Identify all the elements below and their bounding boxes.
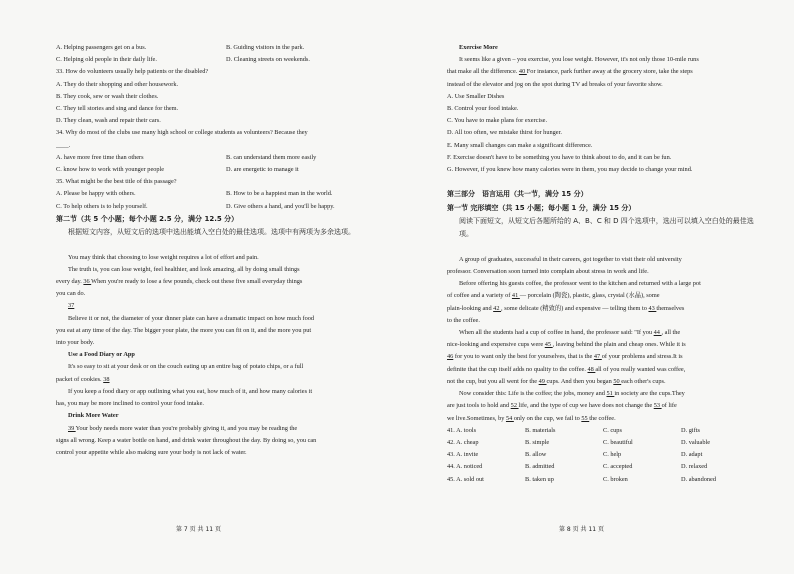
blank-38: 38	[103, 375, 110, 383]
blank-43: 43	[648, 304, 657, 312]
cloze-p3-line4	[447, 364, 759, 376]
cloze-text: are just tools to hold and	[447, 402, 511, 410]
cloze-text: When all the students had a cup of coffee in hand, the professor said: "If you	[459, 329, 654, 337]
cloze-text: , some delicate (精致的) and expensive — telling them to	[501, 304, 649, 312]
q34-stem: 34. Why do most of the clubs use many high school or college students as volunteers? Because they	[56, 129, 308, 137]
passage-p4-line1: It's so easy to sit at your desk or on the couch eating up an entire bag of potato chips, or a full	[68, 363, 304, 371]
page-number-8: 第 8 页 共 11 页	[559, 526, 604, 533]
passage-p7-line2	[447, 66, 759, 78]
cloze-text: Now consider this: Life is the coffee; the jobs, money and	[459, 390, 607, 398]
answer-41-d: D. gifts	[681, 426, 700, 434]
cloze-text: , leaving behind the plain and cheap ones. While it is	[552, 341, 686, 349]
answer-row-44	[447, 461, 759, 473]
answer-42-b: B. simple	[525, 438, 550, 446]
cloze-p3-line1	[447, 327, 759, 339]
passage-p7-line3: instead of the elevator and jog on the spot during TV ad breaks of your favorite show.	[447, 80, 663, 88]
left-column	[56, 42, 366, 459]
cloze-p2-line1: Before offering his guests coffee, the professor went to the kitchen and returned with a large pot	[459, 280, 701, 288]
cloze-p2-line4: to the coffee.	[447, 316, 480, 324]
cloze-instructions: 阅读下面短文，从短文后各题所给的 A、B、C 和 D 四个选项中，选出可以填入空白处的最佳选项。	[459, 217, 754, 239]
passage-p7-line1: It seems like a given – you exercise, you lose weight. However, it's not only those 10-mile runs	[459, 56, 699, 64]
cloze-p3-line2	[447, 339, 759, 351]
q35-options-row-2	[56, 201, 366, 213]
cloze-text: of life	[661, 402, 677, 410]
cloze-section-title: 第一节 完形填空（共 15 小题；每小题 1 分，满分 15 分）	[447, 203, 636, 212]
heading-food-diary: Use a Food Diary or App	[68, 351, 135, 359]
cloze-text: of coffee and a variety of	[447, 292, 512, 300]
answer-row-41	[447, 425, 759, 437]
answer-row-45	[447, 474, 759, 486]
choice-b: B. Control your food intake.	[447, 105, 519, 113]
cloze-text: all of you really wanted was coffee,	[595, 365, 686, 373]
blank-36: 36	[83, 278, 92, 286]
answer-43-a: 43. A. invite	[447, 451, 479, 459]
blank-54: 54	[505, 414, 514, 422]
blank-51: 51	[606, 390, 615, 398]
cloze-text: , all the	[661, 329, 681, 337]
blank-39: 39	[68, 424, 76, 432]
q33-option-c: C. They tell stories and sing and dance for them.	[56, 105, 179, 113]
passage-p6-line3: control your appetite while also making sure your body is not lack of water.	[56, 448, 247, 456]
cloze-p3-line5	[447, 376, 759, 388]
choice-e: E. Many small changes can make a significant difference.	[447, 141, 593, 149]
right-column	[447, 42, 759, 486]
blank-37: 37	[68, 302, 75, 310]
answer-43-b: B. allow	[525, 451, 547, 459]
cloze-text: cups. And then you began	[546, 377, 614, 385]
choice-g: G. However, if you knew how many calories were in them, you may decide to change your mind.	[447, 166, 693, 174]
heading-drink-water: Drink More Water	[68, 412, 119, 420]
right-page	[397, 0, 794, 574]
blank-52: 52	[510, 402, 519, 410]
cloze-p2-line3	[447, 303, 759, 315]
passage-p5-line1: If you keep a food diary or app outlining what you eat, how much of it, and how many calories it	[68, 387, 313, 395]
cloze-text: only on the cup, we fail to	[513, 414, 582, 422]
heading-exercise-more: Exercise More	[459, 44, 498, 51]
blank-55: 55	[581, 414, 590, 422]
cloze-text: in society are the cups.They	[614, 390, 685, 398]
passage-p5-line2: has, you may be more inclined to control your food intake.	[56, 400, 204, 408]
answer-45-a: 45. A. sold out	[447, 475, 484, 483]
cloze-text: the coffee.	[589, 414, 616, 422]
cloze-p1-line1: A group of graduates, successful in their careers, got together to visit their old university	[459, 255, 682, 263]
cloze-text: of your problems and stress.It is	[601, 353, 683, 361]
q35-option-d: D. Give others a hand, and you'll be happy.	[226, 202, 335, 210]
cloze-text: life, and the type of cup we have does not change the	[518, 402, 654, 410]
answer-45-d: D. abandoned	[681, 475, 716, 483]
answer-42-d: D. valuable	[681, 438, 711, 446]
passage-text: that make all the difference.	[447, 68, 518, 76]
q34-options-row-2	[56, 164, 366, 176]
answer-41-c: C. cups	[603, 426, 622, 434]
q33-option-b: B. They cook, sew or wash their clothes.	[56, 92, 159, 100]
choice-f: F. Exercise doesn't have to be something you have to think about to do, and it can be fun.	[447, 153, 672, 161]
part3-title: 第三部分 语言运用（共一节，满分 15 分）	[447, 190, 588, 199]
choice-c: C. You have to make plans for exercise.	[447, 117, 548, 125]
cloze-text: plain-looking and	[447, 304, 494, 312]
q34-option-a: A. have more free time than others	[56, 153, 144, 161]
passage-p6-line1	[56, 423, 366, 435]
blank-40: 40	[518, 68, 527, 76]
passage-text: packet of cookies.	[56, 375, 102, 383]
blank-47: 47	[593, 353, 602, 361]
passage-p4-line2	[56, 374, 366, 386]
cloze-text: themselves	[656, 304, 685, 312]
q33-option-d: D. They clean, wash and repair their cars.	[56, 117, 161, 125]
q32-option-a: A. Helping passengers get on a bus.	[56, 44, 147, 51]
blank-44: 44	[653, 329, 662, 337]
section2-instructions: 根据短文内容，从短文后的选项中选出能填入空白处的最佳选项。选项中有两项为多余选项。	[68, 228, 355, 237]
q34-option-d: D. are energetic to manage it	[226, 166, 299, 174]
answer-41-b: B. materials	[525, 426, 556, 434]
page-number-7: 第 7 页 共 11 页	[176, 526, 221, 533]
answer-44-d: D. relaxed	[681, 463, 708, 471]
cloze-text: each other's cups.	[621, 377, 666, 385]
choice-d: D. All too often, we mistake thirst for hunger.	[447, 129, 562, 137]
answer-42-a: 42. A. cheap	[447, 438, 479, 446]
cloze-text: we live.Sometimes, by	[447, 414, 506, 422]
choice-a: A. Use Smaller Dishes	[447, 92, 505, 100]
blank-41: 41	[511, 292, 520, 300]
q35-options-row-1	[56, 188, 366, 200]
blank-53: 53	[653, 402, 662, 410]
blank-37-line	[56, 300, 366, 312]
passage-p2-line3: you can do.	[56, 290, 86, 298]
passage-text: For instance, park further away at the grocery store, take the steps	[526, 68, 693, 76]
passage-p3-line3: into your body.	[56, 339, 95, 347]
answer-45-c: C. broken	[603, 475, 628, 483]
q35-stem: 35. What might be the best title of this passage?	[56, 178, 177, 186]
passage-p3-line1: Believe it or not, the diameter of your dinner plate can have a dramatic impact on how much food	[68, 314, 315, 322]
q34-options-row-1	[56, 152, 366, 164]
passage-p2-line2	[56, 276, 366, 288]
q32-options-row-2	[56, 54, 366, 66]
q32-option-c: C. Helping old people in their daily life.	[56, 56, 157, 64]
cloze-p4-line3	[447, 413, 759, 425]
answer-row-43	[447, 449, 759, 461]
passage-p6-line2: signs all wrong. Keep a water bottle on hand, and drink water throughout the day. By doing so, you can	[56, 436, 317, 444]
blank-45: 45	[544, 341, 553, 349]
answer-42-c: C. beautiful	[603, 438, 633, 446]
q35-option-a: A. Please be happy with others.	[56, 190, 136, 198]
answer-43-c: C. help	[603, 451, 622, 459]
q34-stem-blank: ____.	[56, 141, 71, 149]
blank-48: 48	[587, 365, 596, 373]
passage-p2-line1: The truth is, you can lose weight, feel healthier, and look amazing, all by doing small things	[68, 265, 300, 273]
cloze-text: definite that the cup itself adds no quality to the coffee.	[447, 365, 588, 373]
q32-option-d: D. Cleaning streets on weekends.	[226, 56, 310, 64]
q35-option-b: B. How to be a happiest man in the world.	[226, 190, 333, 198]
q32-option-b: B. Guiding visitors in the park.	[226, 44, 305, 51]
passage-p1: You may think that choosing to lose weight requires a lot of effort and pain.	[68, 253, 259, 261]
answer-row-42	[447, 437, 759, 449]
q33-option-a: A. They do their shopping and other housework.	[56, 80, 179, 88]
q34-option-b: B. can understand them more easily	[226, 153, 317, 161]
passage-text: When you're ready to lose a few pounds, check out these five small everyday things	[91, 278, 303, 286]
passage-text: every day.	[56, 278, 82, 286]
blank-46: 46	[447, 353, 454, 361]
blank-49: 49	[538, 377, 547, 385]
cloze-p1-line2: professor. Conversation soon turned into complain about stress in work and life.	[447, 268, 649, 276]
cloze-text: — porcelain (陶瓷), plastic, glass, crystal (水晶), some	[519, 292, 660, 300]
answer-41-a: 41. A. tools	[447, 426, 477, 434]
answer-43-d: D. adapt	[681, 451, 703, 459]
passage-p3-line2: you eat at any time of the day. The bigger your plate, the more you can fit on it, and the more you put	[56, 326, 312, 334]
section2-title: 第二节（共 5 个小题；每个小题 2.5 分，满分 12.5 分）	[56, 214, 239, 223]
answer-45-b: B. taken up	[525, 475, 554, 483]
answer-44-b: B. admitted	[525, 463, 555, 471]
q32-options-row-1	[56, 42, 366, 54]
q33-stem: 33. How do volunteers usually help patients or the disabled?	[56, 68, 209, 76]
answer-44-a: 44. A. noticed	[447, 463, 483, 471]
cloze-text: not the cup, but you all went for the	[447, 377, 539, 385]
passage-text: Your body needs more water than you're probably giving it, and you may be reading the	[75, 424, 298, 432]
answer-44-c: C. accepted	[603, 463, 633, 471]
blank-50: 50	[613, 377, 622, 385]
blank-42: 42	[493, 304, 502, 312]
q34-option-c: C. know how to work with younger people	[56, 166, 165, 174]
cloze-p4-line1	[447, 388, 759, 400]
cloze-p2-line2	[447, 290, 759, 302]
q35-option-c: C. To help others is to help yourself.	[56, 202, 148, 210]
cloze-text: for you to want only the best for yourselves, that is the	[453, 353, 594, 361]
cloze-p4-line2	[447, 400, 759, 412]
cloze-p3-line3	[447, 351, 759, 363]
cloze-text: nice-looking and expensive cups were	[447, 341, 545, 349]
